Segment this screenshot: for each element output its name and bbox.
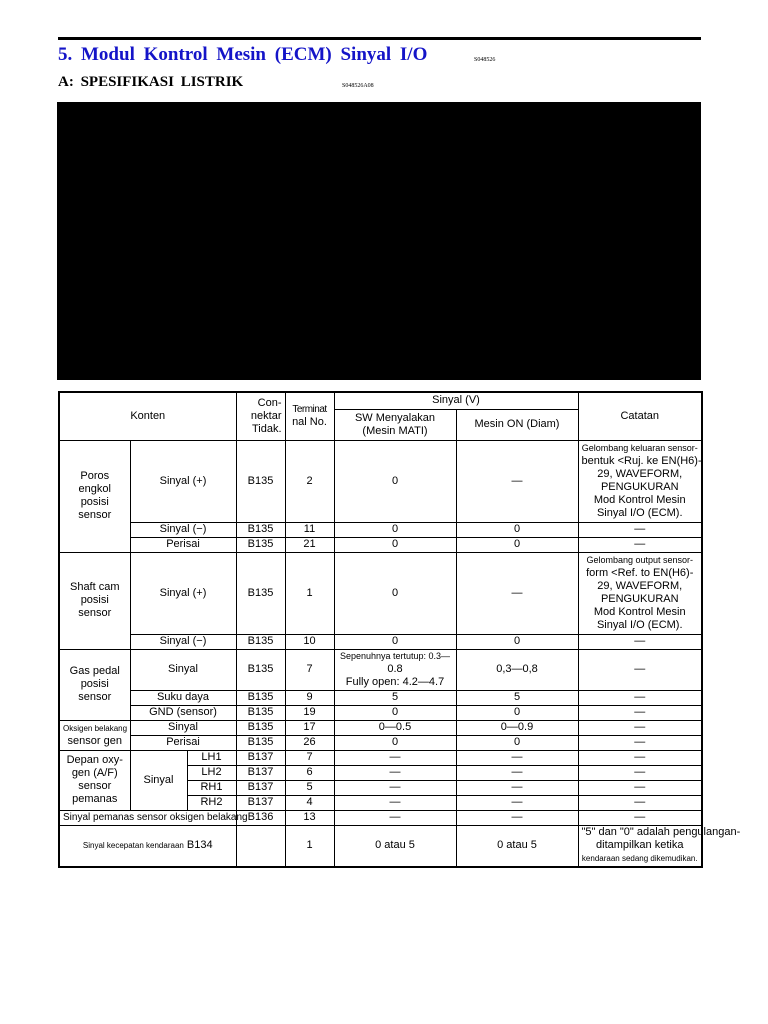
row-terminal: 13 (285, 810, 334, 825)
row-note: — (578, 735, 702, 750)
row-terminal: 19 (285, 705, 334, 720)
row-on: 5 (456, 690, 578, 705)
row-item: Suku daya (130, 690, 236, 705)
header-terminal: Terminat nal No. (285, 392, 334, 440)
row-on: — (456, 780, 578, 795)
row-off: 0 (334, 522, 456, 537)
row-connector: B135 (236, 720, 285, 735)
row-item: Sinyal (+) (130, 440, 236, 522)
row-note: — (578, 795, 702, 810)
row-item: Perisai (130, 537, 236, 552)
header-engine-on: Mesin ON (Diam) (456, 409, 578, 440)
header-sw: SW Menyalakan (Mesin MATI) (334, 409, 456, 440)
row-off: 0 (334, 537, 456, 552)
row-terminal: 2 (285, 440, 334, 522)
row-off: 0 (334, 705, 456, 720)
row-note: — (578, 649, 702, 690)
row-terminal: 10 (285, 634, 334, 649)
row-connector: B135 (236, 634, 285, 649)
page-title: 5. Modul Kontrol Mesin (ECM) Sinyal I/O (58, 44, 428, 65)
top-rule (58, 37, 701, 40)
table-row (59, 440, 702, 522)
row-connector: B137 (236, 795, 285, 810)
group-af-front: Depan oxy-gen (A/F) sensor pemanas (59, 750, 130, 810)
row-terminal: 9 (285, 690, 334, 705)
row-on: 0 (456, 634, 578, 649)
header-notes: Catatan (578, 392, 702, 440)
header-signal: Sinyal (V) (334, 392, 578, 409)
row-note: — (578, 537, 702, 552)
row-connector: B136 (236, 810, 285, 825)
row-on: — (456, 765, 578, 780)
row-terminal: 1 (285, 552, 334, 634)
row-off: — (334, 780, 456, 795)
row-item: Sinyal (−) (130, 522, 236, 537)
row-connector: B135 (236, 735, 285, 750)
row-on: 0 (456, 537, 578, 552)
table-row (59, 552, 702, 634)
table-header-row (59, 392, 702, 409)
section-code: S048526A08 (342, 83, 374, 89)
group-af-signal: Sinyal (130, 750, 187, 810)
row-on: 0 (456, 735, 578, 750)
row-connector: B135 (236, 649, 285, 690)
row-note: — (578, 720, 702, 735)
row-connector: B135 (236, 537, 285, 552)
group-o2-rear: Oksigen belakang sensor gen (59, 720, 130, 750)
row-connector: B135 (236, 690, 285, 705)
row-off: — (334, 795, 456, 810)
row-terminal: 1 (285, 825, 334, 867)
row-item: LH1 (187, 750, 236, 765)
row-note: — (578, 780, 702, 795)
header-connector: Con- nektar Tidak. (236, 392, 285, 440)
row-item: LH2 (187, 765, 236, 780)
table-row (59, 750, 702, 765)
row-terminal: 5 (285, 780, 334, 795)
row-off: — (334, 810, 456, 825)
row-item: RH1 (187, 780, 236, 795)
row-connector: B135 (236, 522, 285, 537)
table-row (59, 634, 702, 649)
note-cam: Gelombang output sensor- form <Ref. to EN(H6)- 29, WAVEFORM, PENGUKURAN Mod Kontrol Mesin Sinyal I/O (ECM). (578, 552, 702, 634)
row-connector: B135 (236, 705, 285, 720)
group-pedal: Gas pedal posisi sensor (59, 649, 130, 720)
row-note: — (578, 690, 702, 705)
row-terminal: 26 (285, 735, 334, 750)
row-on: 0 (456, 522, 578, 537)
redacted-figure (57, 102, 701, 380)
row-off: 5 (334, 690, 456, 705)
table-row (59, 705, 702, 720)
row-terminal: 7 (285, 649, 334, 690)
row-connector (236, 825, 285, 867)
table-row (59, 537, 702, 552)
header-content: Konten (59, 392, 236, 440)
row-off: Sepenuhnya tertutup: 0.3— 0.8 Fully open: 4.2—4.7 (334, 649, 456, 690)
row-item: GND (sensor) (130, 705, 236, 720)
row-item: Perisai (130, 735, 236, 750)
row-off: — (334, 750, 456, 765)
table-row (59, 690, 702, 705)
row-on: 0 (456, 705, 578, 720)
row-connector: B135 (236, 552, 285, 634)
row-item: Sinyal (130, 720, 236, 735)
note-speed: "5" dan "0" adalah pengulangan- ditampilkan ketika kendaraan sedang dikemudikan. (578, 825, 702, 867)
row-item: Sinyal (130, 649, 236, 690)
row-off: 0 (334, 634, 456, 649)
row-on: 0,3—0,8 (456, 649, 578, 690)
row-note: — (578, 634, 702, 649)
row-on: — (456, 750, 578, 765)
row-connector: B137 (236, 750, 285, 765)
row-connector: B137 (236, 765, 285, 780)
table-row (59, 825, 702, 867)
row-item: Sinyal (+) (130, 552, 236, 634)
row-terminal: 11 (285, 522, 334, 537)
row-terminal: 17 (285, 720, 334, 735)
row-off: 0 atau 5 (334, 825, 456, 867)
row-on: 0—0.9 (456, 720, 578, 735)
row-on: — (456, 795, 578, 810)
group-cam: Shaft cam posisi sensor (59, 552, 130, 649)
row-on: 0 atau 5 (456, 825, 578, 867)
row-on: — (456, 810, 578, 825)
title-code: S048526 (474, 57, 496, 63)
row-off: 0 (334, 440, 456, 522)
row-connector: B135 (236, 440, 285, 522)
row-item: Sinyal kecepatan kendaraan B134 (59, 825, 236, 867)
row-off: — (334, 765, 456, 780)
spec-table (58, 391, 741, 868)
row-on: — (456, 552, 578, 634)
table-row (59, 735, 702, 750)
row-note: — (578, 750, 702, 765)
section-title: A: SPESIFIKASI LISTRIK (58, 74, 244, 90)
row-item: Sinyal (−) (130, 634, 236, 649)
row-note: — (578, 522, 702, 537)
row-terminal: 6 (285, 765, 334, 780)
row-terminal: 4 (285, 795, 334, 810)
table-row (59, 720, 702, 735)
table-row (59, 810, 702, 825)
row-item: Sinyal pemanas sensor oksigen belakang (59, 810, 236, 825)
row-terminal: 7 (285, 750, 334, 765)
row-off: 0 (334, 735, 456, 750)
row-off: 0—0.5 (334, 720, 456, 735)
group-crank: Poros engkol posisi sensor (59, 440, 130, 552)
row-off: 0 (334, 552, 456, 634)
row-on: — (456, 440, 578, 522)
row-connector: B137 (236, 780, 285, 795)
table-row (59, 522, 702, 537)
row-note: — (578, 705, 702, 720)
table-row (59, 649, 702, 690)
row-note: — (578, 810, 702, 825)
note-crank: Gelombang keluaran sensor- bentuk <Ruj. ke EN(H6)- 29, WAVEFORM, PENGUKURAN Mod Kontrol Mesin Sinyal I/O (ECM). (578, 440, 702, 522)
row-note: — (578, 765, 702, 780)
row-terminal: 21 (285, 537, 334, 552)
row-item: RH2 (187, 795, 236, 810)
